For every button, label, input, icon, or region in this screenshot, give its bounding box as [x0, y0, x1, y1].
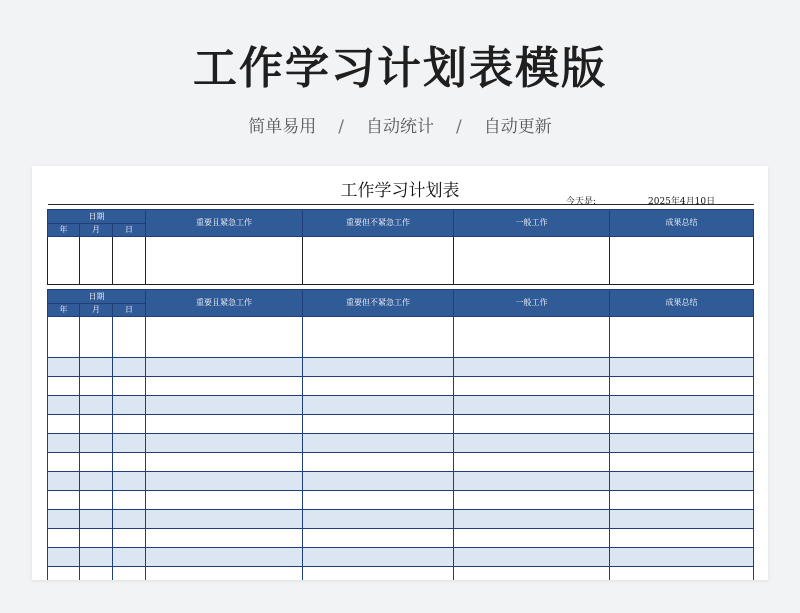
page-title: 工作学习计划表模版 [193, 43, 607, 94]
table-cell[interactable] [303, 377, 454, 396]
table-cell[interactable] [146, 548, 303, 567]
table-row [48, 453, 754, 472]
table-cell[interactable] [80, 317, 113, 358]
table-cell[interactable] [113, 415, 146, 434]
table-cell[interactable] [610, 237, 754, 285]
table-row [48, 358, 754, 377]
table-cell[interactable] [303, 472, 454, 491]
month-header: 月 [80, 224, 113, 237]
table-cell[interactable] [454, 377, 610, 396]
table-cell[interactable] [48, 317, 80, 358]
table-cell[interactable] [48, 415, 80, 434]
table-cell[interactable] [303, 237, 454, 285]
month-header: 月 [80, 304, 113, 317]
table-cell[interactable] [146, 472, 303, 491]
table-cell[interactable] [146, 453, 303, 472]
table-cell[interactable] [146, 567, 303, 581]
table-cell[interactable] [610, 567, 754, 581]
table-cell[interactable] [146, 415, 303, 434]
table-row [48, 317, 754, 358]
table-cell[interactable] [80, 237, 113, 285]
table-cell[interactable] [80, 453, 113, 472]
table-cell[interactable] [48, 358, 80, 377]
table-cell[interactable] [113, 548, 146, 567]
date-group-header: 日期 [48, 290, 146, 304]
table-cell[interactable] [146, 529, 303, 548]
table-cell[interactable] [303, 567, 454, 581]
table-cell[interactable] [80, 415, 113, 434]
table-cell[interactable] [454, 358, 610, 377]
table-cell[interactable] [454, 396, 610, 415]
table-cell[interactable] [80, 434, 113, 453]
table-cell[interactable] [454, 415, 610, 434]
table-cell[interactable] [146, 510, 303, 529]
day-header: 日 [113, 224, 146, 237]
year-header: 年 [48, 304, 80, 317]
plan-table-top [47, 209, 754, 285]
table-cell[interactable] [454, 472, 610, 491]
table-cell[interactable] [113, 237, 146, 285]
column-header: 重要但不紧急工作 [303, 290, 454, 317]
column-header: 一般工作 [454, 210, 610, 237]
sheet-title: 工作学习计划表 [340, 181, 460, 201]
table-cell[interactable] [146, 358, 303, 377]
table-cell[interactable] [113, 434, 146, 453]
table-row [48, 548, 754, 567]
table-cell[interactable] [48, 396, 80, 415]
table-cell[interactable] [80, 358, 113, 377]
table-cell[interactable] [80, 510, 113, 529]
table-cell[interactable] [80, 377, 113, 396]
table-cell[interactable] [80, 491, 113, 510]
table-cell[interactable] [454, 567, 610, 581]
table-cell[interactable] [303, 415, 454, 434]
table-cell[interactable] [80, 567, 113, 581]
table-cell[interactable] [113, 317, 146, 358]
table-cell[interactable] [146, 377, 303, 396]
table-cell[interactable] [146, 317, 303, 358]
table-cell[interactable] [48, 567, 80, 581]
table-cell[interactable] [146, 237, 303, 285]
table-cell[interactable] [610, 529, 754, 548]
table-cell[interactable] [610, 377, 754, 396]
table-row [48, 415, 754, 434]
table-cell[interactable] [610, 548, 754, 567]
table-cell[interactable] [454, 317, 610, 358]
table-cell[interactable] [610, 453, 754, 472]
table-cell[interactable] [303, 317, 454, 358]
title-rule [48, 204, 754, 205]
table-cell[interactable] [610, 317, 754, 358]
column-header: 成果总结 [610, 290, 754, 317]
table-cell[interactable] [48, 491, 80, 510]
feature-tag: 自动统计 [366, 117, 434, 137]
table-cell[interactable] [48, 237, 80, 285]
separator: / [338, 117, 344, 137]
date-group-header: 日期 [48, 210, 146, 224]
table-cell[interactable] [113, 453, 146, 472]
column-header: 重要但不紧急工作 [303, 210, 454, 237]
feature-tag: 简单易用 [248, 117, 317, 137]
table-cell[interactable] [48, 529, 80, 548]
table-row [48, 567, 754, 581]
table-row [48, 529, 754, 548]
table-row [48, 510, 754, 529]
table-cell[interactable] [146, 396, 303, 415]
table-row [48, 396, 754, 415]
table-cell[interactable] [113, 358, 146, 377]
table-cell[interactable] [303, 510, 454, 529]
table-cell[interactable] [303, 434, 454, 453]
separator: / [456, 117, 462, 137]
table-cell[interactable] [48, 510, 80, 529]
table-cell[interactable] [113, 377, 146, 396]
table-cell[interactable] [146, 434, 303, 453]
table-cell[interactable] [80, 548, 113, 567]
column-header: 一般工作 [454, 290, 610, 317]
table-cell[interactable] [113, 491, 146, 510]
feature-tags [0, 112, 800, 137]
table-cell[interactable] [113, 567, 146, 581]
table-cell[interactable] [113, 510, 146, 529]
table-row [48, 491, 754, 510]
today-value: 2025年4月10日 [648, 197, 716, 207]
year-header: 年 [48, 224, 80, 237]
table-cell[interactable] [303, 453, 454, 472]
plan-table-bottom [47, 289, 754, 580]
table-cell[interactable] [80, 396, 113, 415]
column-header: 重要且紧急工作 [146, 290, 303, 317]
table-cell[interactable] [610, 415, 754, 434]
table-cell[interactable] [454, 434, 610, 453]
table-cell[interactable] [610, 491, 754, 510]
table-cell[interactable] [80, 529, 113, 548]
column-header: 成果总结 [610, 210, 754, 237]
table-cell[interactable] [610, 396, 754, 415]
table-cell[interactable] [454, 491, 610, 510]
table-cell[interactable] [80, 472, 113, 491]
table-cell[interactable] [113, 396, 146, 415]
table-cell[interactable] [454, 237, 610, 285]
table-cell[interactable] [303, 548, 454, 567]
table-row [48, 434, 754, 453]
table-cell[interactable] [454, 529, 610, 548]
column-header: 重要且紧急工作 [146, 210, 303, 237]
table-cell[interactable] [113, 472, 146, 491]
table-row [48, 377, 754, 396]
table-cell[interactable] [454, 548, 610, 567]
spreadsheet-preview [32, 166, 768, 580]
table-cell[interactable] [303, 358, 454, 377]
table-cell[interactable] [48, 453, 80, 472]
day-header: 日 [113, 304, 146, 317]
table-cell[interactable] [454, 453, 610, 472]
today-label: 今天是: [566, 197, 597, 207]
table-row [48, 472, 754, 491]
table-cell[interactable] [610, 510, 754, 529]
table-cell[interactable] [610, 434, 754, 453]
table-cell[interactable] [610, 472, 754, 491]
table-cell[interactable] [303, 396, 454, 415]
table-body [48, 317, 754, 581]
table-cell[interactable] [610, 358, 754, 377]
table-cell[interactable] [303, 491, 454, 510]
table-cell[interactable] [48, 548, 80, 567]
table-cell[interactable] [146, 491, 303, 510]
table-cell[interactable] [113, 529, 146, 548]
table-cell[interactable] [454, 510, 610, 529]
table-cell[interactable] [48, 472, 80, 491]
table-cell[interactable] [48, 377, 80, 396]
table-cell[interactable] [303, 529, 454, 548]
feature-tag: 自动更新 [483, 117, 552, 137]
table-cell[interactable] [48, 434, 80, 453]
